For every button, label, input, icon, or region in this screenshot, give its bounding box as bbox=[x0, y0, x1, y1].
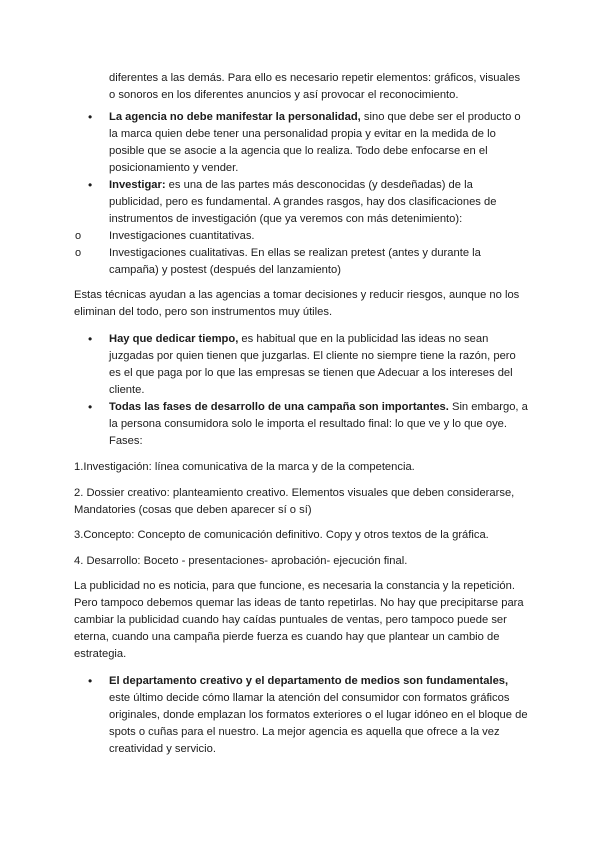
phase-item: 4. Desarrollo: Boceto - presentaciones- aprobación- ejecución final. bbox=[74, 555, 408, 567]
phase-item: 1.Investigación: línea comunicativa de la marca y de la competencia. bbox=[74, 461, 415, 473]
bullet-item bbox=[88, 109, 529, 177]
bullet-bold-lead: El departamento creativo y el departamento de medios son fundamentales, bbox=[109, 675, 509, 687]
bullet-text: este último decide cómo llamar la atención del consumidor con formatos gráficos originales, donde emplazan los formatos exteriores o el lugar idóneo en el bloque de spots o cuñas para el nuestro. La mejor agencia es aquella que ofrece a la vez creatividad y servicio. bbox=[109, 692, 528, 755]
bullet-marker: • bbox=[88, 178, 93, 192]
bullet-text: es una de las partes más desconocidas (y desdeñadas) de la publicidad, pero es fundamental. A grandes rasgos, hay dos clasificaciones de instrumentos de investigación (que ya veremos con más detenimiento): bbox=[109, 179, 497, 225]
phase-item: 2. Dossier creativo: planteamiento creativo. Elementos visuales que deben considerarse, Mandatories (cosas que deben aparecer sí o sí) bbox=[74, 487, 515, 516]
continuation-paragraph: diferentes a las demás. Para ello es necesario repetir elementos: gráficos, visuales o sonoros en los diferentes anuncios y así provocar el reconocimiento. bbox=[109, 72, 521, 101]
sub-bullet-item bbox=[75, 228, 529, 245]
sub-bullet-text: Investigaciones cuantitativas. bbox=[109, 230, 255, 242]
bullet-text: es habitual que en la publicidad las ideas no sean juzgadas por quien tienen que juzgarlas. El cliente no siempre tiene la razón, pero es el que paga por lo que las empresas se tienen que Adecuar a los intereses del cliente. bbox=[109, 333, 516, 396]
bullet-bold-lead: Todas las fases de desarrollo de una campaña son importantes. bbox=[109, 401, 449, 413]
bullet-bold-lead: Hay que dedicar tiempo, bbox=[109, 333, 239, 345]
sub-bullet-marker: o bbox=[75, 247, 82, 259]
bullet-bold-lead: Investigar: bbox=[109, 179, 166, 191]
sub-bullet-item bbox=[75, 245, 529, 279]
bullet-item bbox=[88, 399, 529, 450]
bullet-item bbox=[88, 331, 529, 399]
sub-bullet-marker: o bbox=[75, 230, 82, 242]
bullet-marker: • bbox=[88, 674, 93, 688]
bullet-text: sino que debe ser el producto o la marca quien debe tener una personalidad propia y evitar en la medida de lo posible que se asocie a la agencia que lo realiza. Todo debe enfocarse en el posicionamiento y vender. bbox=[109, 111, 521, 174]
bullet-marker: • bbox=[88, 400, 93, 414]
bullet-item bbox=[88, 673, 529, 758]
phase-item: 3.Concepto: Concepto de comunicación definitivo. Copy y otros textos de la gráfica. bbox=[74, 529, 489, 541]
bullet-item bbox=[88, 177, 529, 228]
bullet-bold-lead: La agencia no debe manifestar la personalidad, bbox=[109, 111, 361, 123]
bullet-marker: • bbox=[88, 332, 93, 346]
paragraph: La publicidad no es noticia, para que funcione, es necesaria la constancia y la repetición. Pero tampoco debemos quemar las ideas de tanto repetirlas. No hay que precipitarse para cambiar la publicidad cuando hay caídas puntuales de ventas, pero tampoco puede ser eterna, cuando una campaña pierde fuerza es cuando hay que plantear un cambio de estrategia. bbox=[74, 580, 524, 660]
bullet-text: Sin embargo, a la persona consumidora solo le importa el resultado final: lo que ve y lo que oye. Fases: bbox=[109, 401, 528, 447]
paragraph: Estas técnicas ayudan a las agencias a tomar decisiones y reducir riesgos, aunque no los eliminan del todo, pero son instrumentos muy útiles. bbox=[74, 289, 520, 318]
bullet-marker: • bbox=[88, 110, 93, 124]
sub-bullet-text: Investigaciones cualitativas. En ellas se realizan pretest (antes y durante la campaña) y postest (después del lanzamiento) bbox=[109, 247, 481, 276]
